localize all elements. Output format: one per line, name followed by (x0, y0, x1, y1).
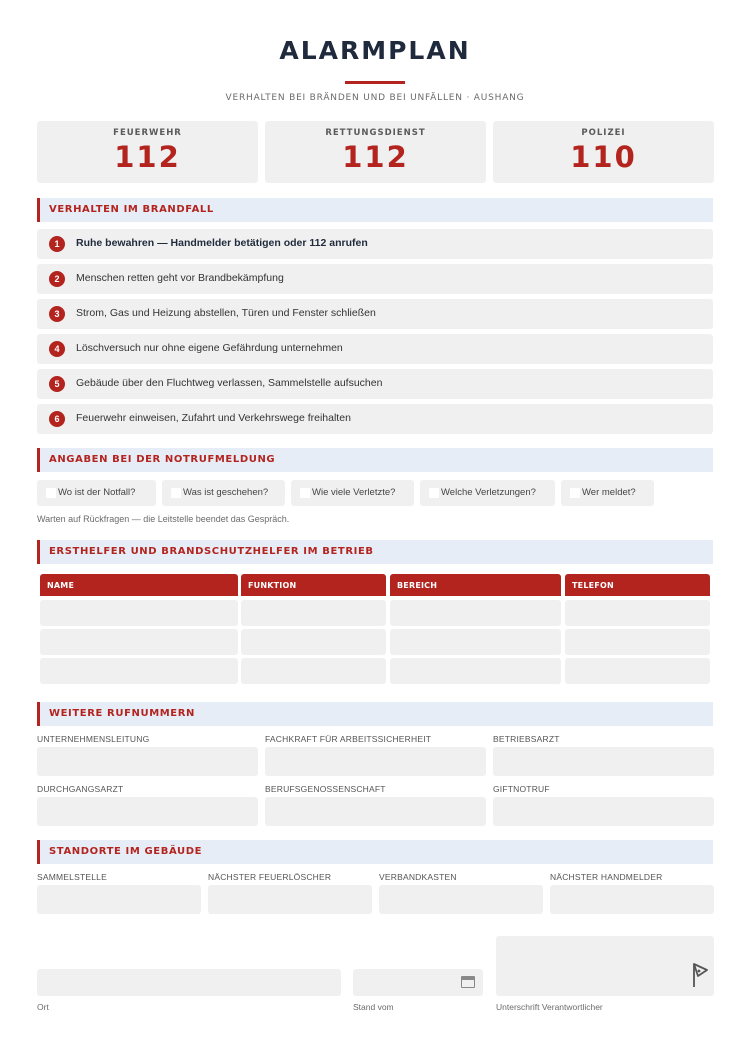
table-cell-input[interactable] (241, 629, 386, 655)
checkbox[interactable] (300, 488, 310, 498)
step-item (37, 334, 713, 364)
checkbox[interactable] (171, 488, 181, 498)
section-header-ersthelfer (37, 540, 713, 564)
section-title: ANGABEN BEI DER NOTRUFMELDUNG (49, 454, 276, 465)
table-cell-input[interactable] (390, 629, 561, 655)
step-number-badge: 4 (49, 341, 65, 357)
field-label: GIFTNOTRUF (493, 784, 550, 794)
emergency-label: POLIZEI (581, 128, 626, 138)
emergency-number: 110 (570, 140, 637, 174)
step-number-badge: 3 (49, 306, 65, 322)
phone-input-fachkraft[interactable] (265, 747, 486, 776)
table-cell-input[interactable] (40, 629, 238, 655)
step-number-badge: 6 (49, 411, 65, 427)
checkbox[interactable] (570, 488, 580, 498)
section-title: STANDORTE IM GEBÄUDE (49, 846, 203, 857)
signature-field[interactable] (496, 936, 714, 996)
checkbox[interactable] (46, 488, 56, 498)
table-cell-input[interactable] (241, 600, 386, 626)
checklist-item-wo[interactable] (37, 480, 156, 506)
section-title: WEITERE RUFNUMMERN (49, 708, 195, 719)
table-cell-input[interactable] (390, 600, 561, 626)
phone-input-giftnotruf[interactable] (493, 797, 714, 826)
section-title: VERHALTEN IM BRANDFALL (49, 204, 214, 215)
step-item (37, 264, 713, 294)
table-cell-input[interactable] (241, 658, 386, 684)
step-item (37, 229, 713, 259)
emergency-card-rettungsdienst (265, 121, 486, 183)
table-cell-input[interactable] (565, 658, 710, 684)
column-header: FUNKTION (248, 581, 297, 590)
place-label: Ort (37, 1002, 49, 1012)
step-number-badge: 1 (49, 236, 65, 252)
table-cell-input[interactable] (565, 629, 710, 655)
step-number-badge: 2 (49, 271, 65, 287)
step-item (37, 299, 713, 329)
location-input-feuerloescher[interactable] (208, 885, 372, 914)
step-item (37, 404, 713, 434)
column-header: BEREICH (397, 581, 438, 590)
signature-label: Unterschrift Verantwortlicher (496, 1002, 603, 1012)
table-header-cell (40, 574, 238, 596)
table-cell-input[interactable] (40, 600, 238, 626)
place-input[interactable] (37, 969, 341, 996)
calendar-icon[interactable] (461, 976, 475, 988)
phone-input-unternehmensleitung[interactable] (37, 747, 258, 776)
location-input-handmelder[interactable] (550, 885, 714, 914)
step-number-badge: 5 (49, 376, 65, 392)
checkbox[interactable] (429, 488, 439, 498)
page-title: ALARMPLAN (279, 36, 471, 65)
step-text: Gebäude über den Fluchtweg verlassen, Sammelstelle aufsuchen (76, 377, 383, 389)
step-text: Menschen retten geht vor Brandbekämpfung (76, 272, 284, 284)
checklist-label: Wo ist der Notfall? (58, 487, 136, 498)
page-subtitle: VERHALTEN BEI BRÄNDEN UND BEI UNFÄLLEN · AUSHANG (225, 93, 525, 103)
table-header-cell (390, 574, 561, 596)
field-label: BETRIEBSARZT (493, 734, 560, 744)
phone-input-betriebsarzt[interactable] (493, 747, 714, 776)
emergency-card-polizei (493, 121, 714, 183)
date-label: Stand vom (353, 1002, 394, 1012)
step-text: Löschversuch nur ohne eigene Gefährdung unternehmen (76, 342, 343, 354)
checklist-label: Welche Verletzungen? (441, 487, 536, 498)
checklist-item-verletzungen[interactable] (420, 480, 555, 506)
section-header-standorte (37, 840, 713, 864)
column-header: NAME (47, 581, 75, 590)
section-title: ERSTHELFER UND BRANDSCHUTZHELFER IM BETRIEB (49, 546, 374, 557)
field-label: BERUFSGENOSSENSCHAFT (265, 784, 386, 794)
step-text: Strom, Gas und Heizung abstellen, Türen und Fenster schließen (76, 307, 376, 319)
checklist-item-was[interactable] (162, 480, 285, 506)
table-cell-input[interactable] (40, 658, 238, 684)
location-input-verbandkasten[interactable] (379, 885, 543, 914)
checklist-item-wer[interactable] (561, 480, 654, 506)
notruf-note: Warten auf Rückfragen — die Leitstelle beendet das Gespräch. (37, 514, 290, 524)
step-text: Ruhe bewahren — Handmelder betätigen oder 112 anrufen (76, 237, 368, 249)
table-header-cell (565, 574, 710, 596)
step-text: Feuerwehr einweisen, Zufahrt und Verkehrswege freihalten (76, 412, 351, 424)
emergency-number: 112 (114, 140, 181, 174)
checklist-label: Was ist geschehen? (183, 487, 269, 498)
location-input-sammelstelle[interactable] (37, 885, 201, 914)
emergency-label: RETTUNGSDIENST (325, 128, 426, 138)
emergency-label: FEUERWEHR (113, 128, 182, 138)
field-label: SAMMELSTELLE (37, 872, 107, 882)
table-header-cell (241, 574, 386, 596)
field-label: FACHKRAFT FÜR ARBEITSSICHERHEIT (265, 734, 432, 744)
field-label: NÄCHSTER FEUERLÖSCHER (208, 872, 332, 882)
field-label: NÄCHSTER HANDMELDER (550, 872, 663, 882)
checklist-label: Wer meldet? (582, 487, 636, 498)
field-label: VERBANDKASTEN (379, 872, 457, 882)
table-cell-input[interactable] (390, 658, 561, 684)
title-underline (345, 81, 405, 84)
emergency-number: 112 (342, 140, 409, 174)
section-header-notruf (37, 448, 713, 472)
field-label: UNTERNEHMENSLEITUNG (37, 734, 150, 744)
pen-icon (690, 962, 710, 990)
section-header-brandfall (37, 198, 713, 222)
step-item (37, 369, 713, 399)
emergency-card-feuerwehr (37, 121, 258, 183)
field-label: DURCHGANGSARZT (37, 784, 124, 794)
table-cell-input[interactable] (565, 600, 710, 626)
checklist-label: Wie viele Verletzte? (312, 487, 396, 498)
phone-input-durchgangsarzt[interactable] (37, 797, 258, 826)
column-header: TELEFON (572, 581, 614, 590)
checklist-item-verletzte[interactable] (291, 480, 414, 506)
section-header-rufnummern (37, 702, 713, 726)
phone-input-berufsgenossenschaft[interactable] (265, 797, 486, 826)
